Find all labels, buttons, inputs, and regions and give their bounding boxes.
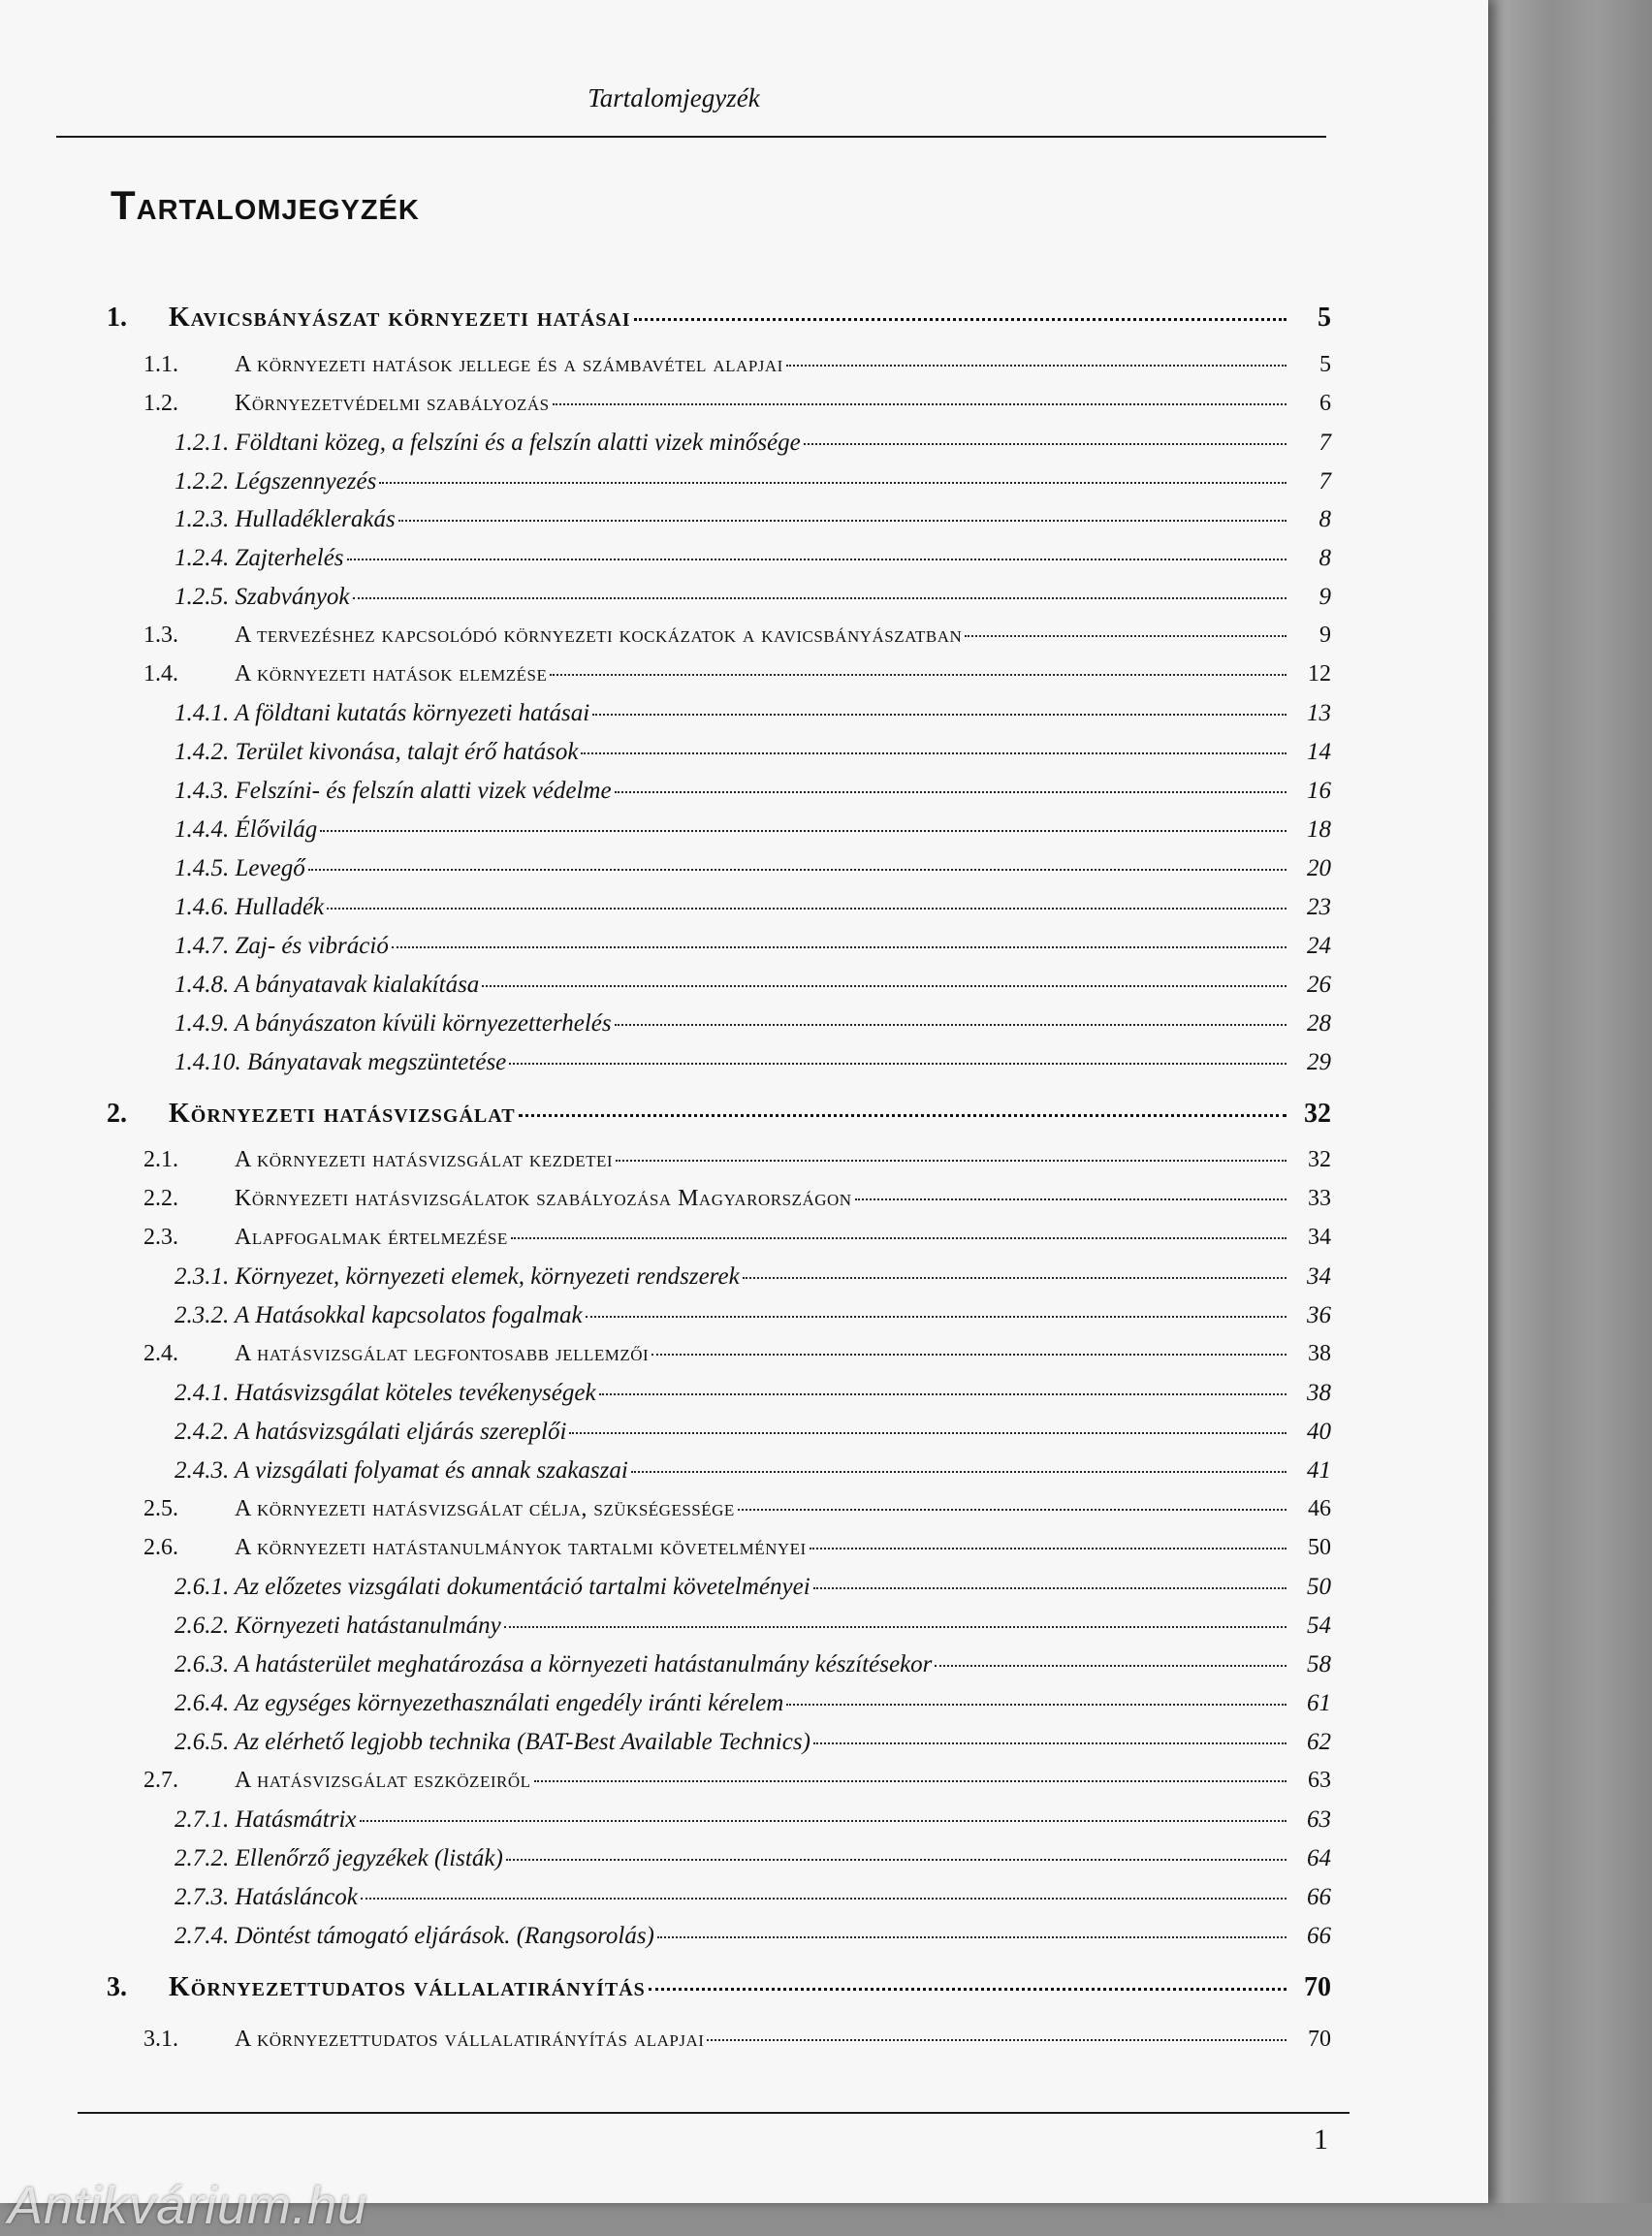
toc-entry bbox=[143, 1147, 1331, 1173]
toc-entry-page: 61 bbox=[1307, 1690, 1331, 1716]
toc-entry-title: A környezeti hatások jellege és a számbavétel alapjai bbox=[235, 352, 783, 377]
toc-entry-page: 7 bbox=[1318, 430, 1331, 456]
toc-entry-page: 28 bbox=[1307, 1010, 1331, 1037]
toc-entry-title: A környezeti hatások elemzése bbox=[235, 661, 548, 687]
toc-entry bbox=[175, 468, 1331, 495]
toc-entry bbox=[175, 778, 1331, 805]
toc-entry bbox=[175, 506, 1331, 533]
toc-entry bbox=[143, 1768, 1331, 1794]
toc-entry bbox=[143, 1186, 1331, 1212]
dot-leader bbox=[511, 1237, 1287, 1239]
toc-entry-page: 41 bbox=[1307, 1457, 1331, 1484]
dot-leader bbox=[786, 365, 1287, 367]
toc-entry bbox=[175, 855, 1331, 882]
dot-leader bbox=[743, 1277, 1287, 1279]
toc-entry-page: 12 bbox=[1308, 661, 1331, 687]
dot-leader bbox=[581, 752, 1287, 754]
dot-leader bbox=[320, 830, 1287, 832]
toc-entry bbox=[143, 1225, 1331, 1251]
toc-entry bbox=[175, 1690, 1331, 1717]
dot-leader bbox=[651, 1354, 1287, 1356]
toc-entry bbox=[175, 430, 1331, 457]
toc-entry-page: 54 bbox=[1307, 1613, 1331, 1639]
toc-entry-page: 70 bbox=[1308, 2027, 1331, 2052]
dot-leader bbox=[586, 1316, 1287, 1318]
dot-leader bbox=[855, 1198, 1287, 1200]
dot-leader bbox=[649, 1988, 1287, 1991]
toc-entry-title: A környezeti hatásvizsgálat kezdetei bbox=[235, 1147, 614, 1172]
toc-entry-page: 13 bbox=[1307, 700, 1331, 726]
toc-entry-number: 1.3. bbox=[143, 623, 178, 648]
dot-leader bbox=[634, 318, 1287, 321]
toc-entry-page: 64 bbox=[1307, 1845, 1331, 1871]
toc-entry bbox=[175, 1806, 1331, 1834]
toc-entry-number: 2.7. bbox=[143, 1768, 178, 1793]
toc-entry-page: 8 bbox=[1318, 506, 1331, 532]
toc-entry-page: 9 bbox=[1318, 584, 1331, 610]
dot-leader bbox=[506, 1859, 1287, 1861]
toc-entry-title: A hatásvizsgálat legfontosabb jellemzői bbox=[235, 1341, 650, 1366]
toc-entry-title: A hatásvizsgálat eszközeiről bbox=[235, 1768, 531, 1793]
toc-entry bbox=[143, 1496, 1331, 1522]
dot-leader bbox=[569, 1432, 1287, 1434]
toc-entry-number: 3.1. bbox=[143, 2027, 178, 2052]
toc-entry-number: 2. bbox=[107, 1099, 127, 1129]
toc-entry bbox=[175, 1923, 1331, 1950]
dot-leader bbox=[707, 2039, 1287, 2041]
toc-entry-number: 1.2. bbox=[143, 391, 178, 416]
toc-entry-title: 2.3.2. A Hatásokkal kapcsolatos fogalmak bbox=[175, 1302, 583, 1328]
toc-entry-number: 2.2. bbox=[143, 1186, 178, 1211]
dot-leader bbox=[615, 791, 1287, 793]
dot-leader bbox=[519, 1114, 1287, 1117]
toc-entry bbox=[143, 391, 1331, 417]
dot-leader bbox=[353, 597, 1287, 599]
toc-entry-number: 2.1. bbox=[143, 1147, 178, 1172]
dot-leader bbox=[804, 443, 1287, 445]
toc-entry bbox=[175, 1302, 1331, 1329]
toc-entry-page: 63 bbox=[1308, 1768, 1331, 1793]
toc-entry-page: 8 bbox=[1318, 545, 1331, 571]
toc-entry bbox=[143, 1341, 1331, 1367]
toc-entry-title: 2.6.5. Az elérhető legjobb technika (BAT-Best Available Technics) bbox=[175, 1729, 810, 1755]
toc-entry bbox=[175, 1651, 1331, 1678]
dot-leader bbox=[550, 674, 1287, 676]
dot-leader bbox=[504, 1626, 1287, 1628]
toc-entry-page: 14 bbox=[1307, 739, 1331, 765]
toc-entry-title: 2.6.3. A hatásterület meghatározása a környezeti hatástanulmány készítésekor bbox=[175, 1651, 933, 1677]
toc-entry-title: 2.4.2. A hatásvizsgálati eljárás szereplői bbox=[175, 1419, 567, 1445]
toc-entry-page: 18 bbox=[1307, 816, 1331, 843]
toc-entry-page: 66 bbox=[1307, 1923, 1331, 1949]
dot-leader bbox=[599, 1393, 1287, 1395]
dot-leader bbox=[347, 559, 1287, 560]
watermark: Antikvárium.hu bbox=[8, 2177, 368, 2235]
toc-entry-page: 40 bbox=[1307, 1419, 1331, 1445]
dot-leader bbox=[810, 1548, 1287, 1549]
toc-entry-page: 38 bbox=[1308, 1341, 1331, 1366]
toc-entry-number: 2.5. bbox=[143, 1496, 178, 1521]
toc-entry-page: 38 bbox=[1307, 1380, 1331, 1406]
toc-entry bbox=[143, 1535, 1331, 1561]
toc-entry-title: 1.4.6. Hulladék bbox=[175, 894, 325, 920]
toc-entry-number: 2.4. bbox=[143, 1341, 178, 1366]
toc-entry-number: 1.4. bbox=[143, 661, 178, 687]
toc-entry-page: 70 bbox=[1304, 1972, 1331, 2002]
toc-entry-page: 6 bbox=[1319, 391, 1331, 416]
toc-entry-title: 1.4.7. Zaj- és vibráció bbox=[175, 933, 389, 959]
toc-entry bbox=[175, 1884, 1331, 1911]
toc-entry-title: 2.6.2. Környezeti hatástanulmány bbox=[175, 1613, 501, 1639]
toc-entry-title: A tervezéshez kapcsolódó környezeti kockázatok a kavicsbányászatban bbox=[235, 623, 963, 648]
toc-entry-title: 1.4.4. Élővilág bbox=[175, 816, 318, 843]
toc-entry-page: 33 bbox=[1308, 1186, 1331, 1211]
toc-entry-title: 1.4.3. Felszíni- és felszín alatti vizek védelme bbox=[175, 778, 612, 804]
running-head: Tartalomjegyzék bbox=[588, 83, 760, 112]
dot-leader bbox=[786, 1704, 1287, 1706]
toc-entry bbox=[175, 1845, 1331, 1872]
dot-leader bbox=[631, 1471, 1287, 1473]
page-title: Tartalomjegyzék bbox=[111, 182, 420, 228]
toc-entry-title: A környezeti hatásvizsgálat célja, szükségessége bbox=[235, 1496, 735, 1521]
toc-entry-title: 2.7.3. Hatásláncok bbox=[175, 1884, 358, 1910]
toc-entry-page: 66 bbox=[1307, 1884, 1331, 1910]
toc-entry-page: 46 bbox=[1308, 1496, 1331, 1521]
toc-entry-page: 29 bbox=[1307, 1049, 1331, 1075]
toc-entry-title: A környezettudatos vállalatirányítás alapjai bbox=[235, 2027, 705, 2052]
toc-entry bbox=[175, 1613, 1331, 1640]
toc-entry bbox=[175, 972, 1331, 999]
toc-entry-title: 1.4.5. Levegő bbox=[175, 855, 305, 881]
dot-leader bbox=[657, 1936, 1287, 1938]
toc-entry bbox=[175, 545, 1331, 572]
dot-leader bbox=[482, 985, 1287, 987]
toc-entry-number: 1. bbox=[107, 303, 127, 333]
toc-entry-page: 50 bbox=[1307, 1574, 1331, 1600]
toc-entry-page: 36 bbox=[1307, 1302, 1331, 1328]
toc-entry bbox=[175, 894, 1331, 921]
toc-entry-title: 1.4.1. A földtani kutatás környezeti hatásai bbox=[175, 700, 590, 726]
toc-entry-title: Környezeti hatásvizsgálat bbox=[169, 1099, 516, 1129]
dot-leader bbox=[308, 869, 1287, 871]
toc-entry bbox=[175, 1729, 1331, 1756]
toc-entry-page: 5 bbox=[1318, 303, 1331, 333]
toc-entry-page: 16 bbox=[1307, 778, 1331, 804]
toc-entry bbox=[175, 1049, 1331, 1076]
dot-leader bbox=[553, 403, 1287, 405]
toc-entry-title: 2.7.1. Hatásmátrix bbox=[175, 1806, 357, 1833]
toc-entry bbox=[107, 1972, 1331, 2003]
dot-leader bbox=[615, 1024, 1287, 1026]
dot-leader bbox=[534, 1780, 1287, 1782]
dot-leader bbox=[813, 1587, 1287, 1589]
toc-entry-title: Alapfogalmak értelmezése bbox=[235, 1225, 508, 1250]
toc-entry-title: A környezeti hatástanulmányok tartalmi követelményei bbox=[235, 1535, 807, 1560]
toc-entry bbox=[175, 1419, 1331, 1446]
toc-entry-title: 2.7.4. Döntést támogató eljárások. (Rangsorolás) bbox=[175, 1923, 654, 1949]
toc-entry-title: Környezettudatos vállalatirányítás bbox=[169, 1972, 646, 2002]
toc-entry-number: 2.3. bbox=[143, 1225, 178, 1250]
toc-entry bbox=[175, 584, 1331, 611]
toc-entry bbox=[107, 1099, 1331, 1130]
toc-entry-title: 1.4.2. Terület kivonása, talajt érő hatások bbox=[175, 739, 579, 765]
toc-entry bbox=[143, 352, 1331, 378]
toc-entry-title: Környezeti hatásvizsgálatok szabályozása Magyarországon bbox=[235, 1186, 852, 1211]
toc-entry bbox=[175, 1263, 1331, 1291]
toc-entry-page: 26 bbox=[1307, 972, 1331, 998]
toc-entry-page: 34 bbox=[1308, 1225, 1331, 1250]
toc-entry bbox=[107, 303, 1331, 334]
toc-entry-title: 1.2.5. Szabványok bbox=[175, 584, 350, 610]
toc-entry-title: 1.2.3. Hulladéklerakás bbox=[175, 506, 396, 532]
dot-leader bbox=[592, 714, 1287, 716]
footer-rule bbox=[78, 2112, 1350, 2114]
toc-entry-number: 1.1. bbox=[143, 352, 178, 377]
toc-entry-page: 24 bbox=[1307, 933, 1331, 959]
toc-entry-title: 2.4.3. A vizsgálati folyamat és annak szakaszai bbox=[175, 1457, 628, 1484]
toc-entry-page: 34 bbox=[1307, 1263, 1331, 1290]
toc-entry-page: 58 bbox=[1307, 1651, 1331, 1677]
toc-entry-page: 32 bbox=[1304, 1099, 1331, 1129]
toc-entry-title: 1.2.4. Zajterhelés bbox=[175, 545, 344, 571]
dot-leader bbox=[738, 1509, 1287, 1511]
dot-leader bbox=[509, 1063, 1287, 1065]
dot-leader bbox=[965, 635, 1287, 637]
toc-entry-number: 2.6. bbox=[143, 1535, 178, 1560]
toc-entry-page: 63 bbox=[1307, 1806, 1331, 1833]
toc-entry bbox=[143, 2027, 1331, 2053]
toc-entry-page: 62 bbox=[1307, 1729, 1331, 1755]
toc-entry-title: 1.2.1. Földtani közeg, a felszíni és a felszín alatti vizek minősége bbox=[175, 430, 801, 456]
toc-entry-page: 5 bbox=[1319, 352, 1331, 377]
toc-entry-page: 20 bbox=[1307, 855, 1331, 881]
toc-entry-title: Kavicsbányászat környezeti hatásai bbox=[169, 303, 631, 333]
toc-entry bbox=[175, 1457, 1331, 1485]
page-number: 1 bbox=[1314, 2124, 1328, 2156]
toc-entry bbox=[175, 700, 1331, 727]
dot-leader bbox=[361, 1898, 1287, 1900]
toc-entry-title: 1.4.10. Bányatavak megszüntetése bbox=[175, 1049, 507, 1075]
dot-leader bbox=[616, 1160, 1287, 1162]
toc-entry-page: 7 bbox=[1318, 468, 1331, 495]
toc-entry bbox=[175, 1010, 1331, 1038]
dot-leader bbox=[813, 1742, 1287, 1744]
toc-entry bbox=[143, 661, 1331, 687]
toc-entry-title: 1.4.9. A bányászaton kívüli környezetterhelés bbox=[175, 1010, 612, 1037]
toc-entry bbox=[175, 933, 1331, 960]
toc-entry-page: 50 bbox=[1308, 1535, 1331, 1560]
toc-entry-title: 2.3.1. Környezet, környezeti elemek, környezeti rendszerek bbox=[175, 1263, 740, 1290]
toc-entry-title: 2.6.1. Az előzetes vizsgálati dokumentáció tartalmi követelményei bbox=[175, 1574, 810, 1600]
toc-entry-title: 2.4.1. Hatásvizsgálat köteles tevékenységek bbox=[175, 1380, 596, 1406]
dot-leader bbox=[360, 1820, 1287, 1822]
dot-leader bbox=[398, 520, 1287, 522]
dot-leader bbox=[327, 908, 1287, 910]
toc-entry-title: 1.4.8. A bányatavak kialakítása bbox=[175, 972, 480, 998]
toc-entry bbox=[175, 739, 1331, 766]
toc-entry bbox=[175, 1574, 1331, 1601]
toc-entry-page: 32 bbox=[1308, 1147, 1331, 1172]
dot-leader bbox=[392, 946, 1287, 948]
toc-entry-number: 3. bbox=[107, 1972, 127, 2002]
page-edge-shadow bbox=[1469, 0, 1652, 2203]
dot-leader bbox=[379, 482, 1287, 484]
toc-entry-title: Környezetvédelmi szabályozás bbox=[235, 391, 550, 416]
toc-entry-title: 2.7.2. Ellenőrző jegyzékek (listák) bbox=[175, 1845, 503, 1871]
toc-entry bbox=[175, 1380, 1331, 1407]
dot-leader bbox=[935, 1665, 1287, 1667]
toc-entry bbox=[175, 816, 1331, 844]
toc-entry-page: 23 bbox=[1307, 894, 1331, 920]
toc-entry-page: 9 bbox=[1319, 623, 1331, 648]
toc-entry-title: 1.2.2. Légszennyezés bbox=[175, 468, 377, 495]
toc-entry-title: 2.6.4. Az egységes környezethasználati engedély iránti kérelem bbox=[175, 1690, 784, 1716]
toc-entry bbox=[143, 623, 1331, 649]
